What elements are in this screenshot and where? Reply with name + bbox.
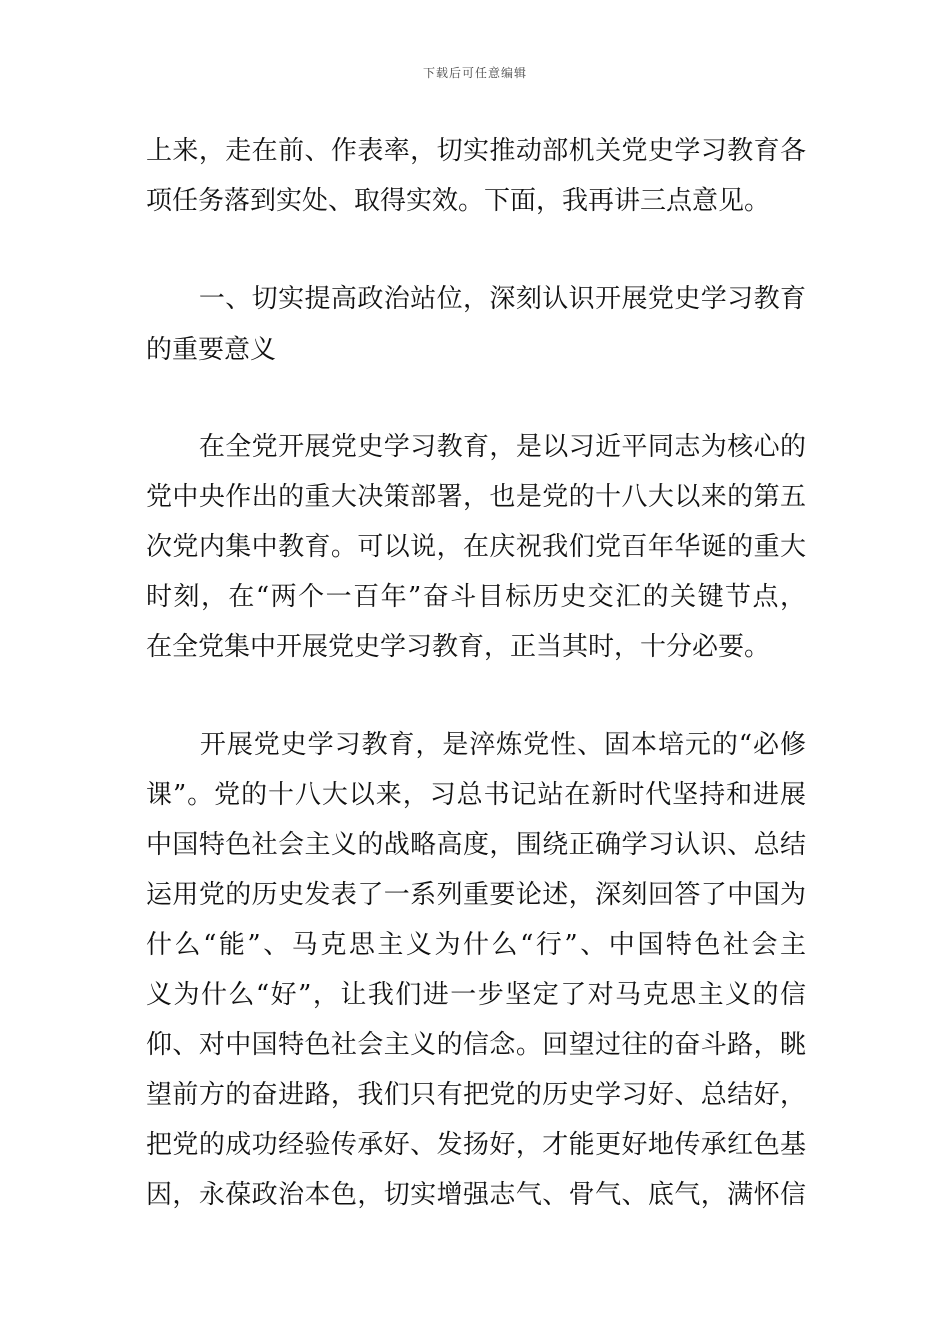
text-line: 项任务落到实处、取得实效。下面，我再讲三点意见。 [146, 186, 771, 216]
text-line: 党中央作出的重大决策部署，也是党的十八大以来的第五 [146, 482, 806, 512]
text-line: 开展党史学习教育，是淬炼党性、固本培元的“必修 [146, 730, 806, 760]
text-line: 把党的成功经验传承好、发扬好，才能更好地传承红色基 [146, 1130, 806, 1160]
text-line: 时刻，在“两个一百年”奋斗目标历史交汇的关键节点， [146, 582, 806, 612]
text-line: 在全党开展党史学习教育，是以习近平同志为核心的 [146, 432, 806, 462]
text-line: 上来，走在前、作表率，切实推动部机关党史学习教育各 [146, 136, 806, 166]
page-header: 下载后可任意编辑 [422, 66, 527, 80]
text-line: 望前方的奋进路，我们只有把党的历史学习好、总结好， [146, 1080, 806, 1110]
text-line: 义为什么“好”，让我们进一步坚定了对马克思主义的信 [146, 980, 806, 1010]
text-line: 次党内集中教育。可以说，在庆祝我们党百年华诞的重大 [146, 532, 806, 562]
section-heading-line: 的重要意义 [146, 335, 277, 365]
text-line: 因，永葆政治本色，切实增强志气、骨气、底气，满怀信 [146, 1180, 806, 1210]
text-line: 什么“能”、马克思主义为什么“行”、中国特色社会主 [146, 930, 806, 960]
text-line: 仰、对中国特色社会主义的信念。回望过往的奋斗路，眺 [146, 1030, 806, 1060]
text-line: 课”。党的十八大以来，习总书记站在新时代坚持和进展 [146, 780, 806, 810]
text-line: 中国特色社会主义的战略高度，围绕正确学习认识、总结 [146, 830, 806, 860]
text-line: 在全党集中开展党史学习教育，正当其时，十分必要。 [146, 632, 771, 662]
text-line: 运用党的历史发表了一系列重要论述，深刻回答了中国为 [146, 880, 806, 910]
section-heading-line: 一、切实提高政治站位，深刻认识开展党史学习教育 [146, 284, 806, 314]
